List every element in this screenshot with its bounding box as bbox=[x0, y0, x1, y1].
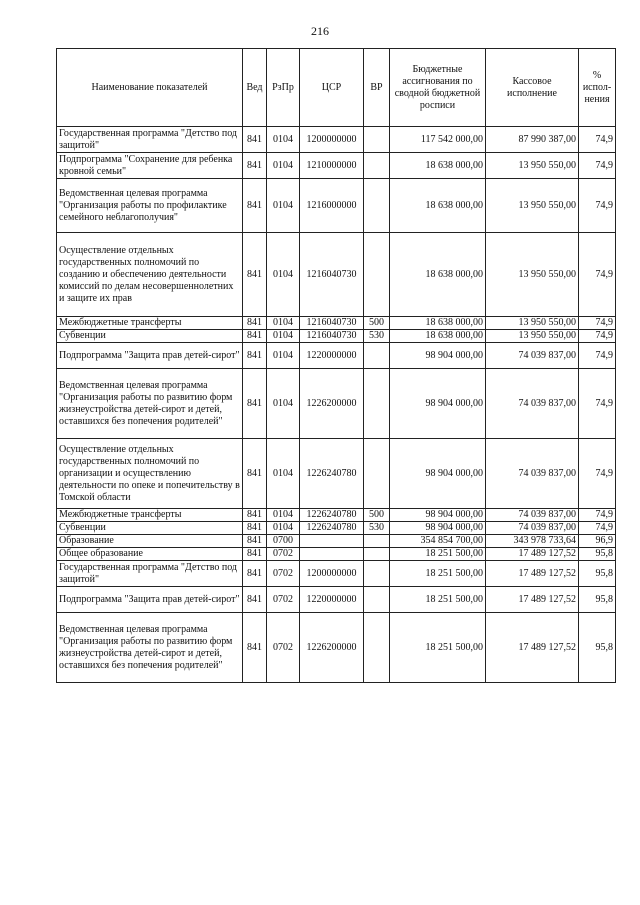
cell-cash-execution: 17 489 127,52 bbox=[486, 587, 579, 613]
header-ved: Вед bbox=[243, 49, 267, 127]
header-percent: % испол-нения bbox=[579, 49, 616, 127]
cell-allocations: 18 638 000,00 bbox=[390, 153, 486, 179]
cell-ved: 841 bbox=[243, 330, 267, 343]
page-number: 216 bbox=[311, 24, 329, 38]
cell-cash-execution: 74 039 837,00 bbox=[486, 369, 579, 439]
cell-vr bbox=[364, 613, 390, 683]
header-cash-execution: Кассовое исполнение bbox=[486, 49, 579, 127]
cell-cash-execution: 17 489 127,52 bbox=[486, 613, 579, 683]
cell-cash-execution: 13 950 550,00 bbox=[486, 153, 579, 179]
cell-cash-execution: 87 990 387,00 bbox=[486, 127, 579, 153]
cell-percent: 74,9 bbox=[579, 509, 616, 522]
cell-vr: 500 bbox=[364, 509, 390, 522]
cell-percent: 74,9 bbox=[579, 343, 616, 369]
cell-percent: 74,9 bbox=[579, 179, 616, 233]
cell-ved: 841 bbox=[243, 613, 267, 683]
cell-vr bbox=[364, 233, 390, 317]
cell-name: Ведомственная целевая программа "Организация работы по развитию форм жизнеустройства детей-сирот и детей, оставшихся без попечения родителей" bbox=[57, 613, 243, 683]
cell-allocations: 18 251 500,00 bbox=[390, 587, 486, 613]
cell-percent: 74,9 bbox=[579, 439, 616, 509]
cell-cash-execution: 13 950 550,00 bbox=[486, 330, 579, 343]
table-row bbox=[57, 561, 616, 587]
cell-cash-execution: 13 950 550,00 bbox=[486, 233, 579, 317]
cell-cash-execution: 343 978 733,64 bbox=[486, 535, 579, 548]
cell-csr: 1200000000 bbox=[300, 561, 364, 587]
cell-name: Государственная программа "Детство под защитой" bbox=[57, 127, 243, 153]
cell-csr: 1216040730 bbox=[300, 233, 364, 317]
cell-name: Ведомственная целевая программа "Организация работы по профилактике семейного неблагополучия" bbox=[57, 179, 243, 233]
cell-allocations: 18 251 500,00 bbox=[390, 548, 486, 561]
header-vr: ВР bbox=[364, 49, 390, 127]
table-row bbox=[57, 439, 616, 509]
cell-percent: 95,8 bbox=[579, 587, 616, 613]
cell-csr: 1226240780 bbox=[300, 509, 364, 522]
cell-percent: 74,9 bbox=[579, 330, 616, 343]
cell-csr bbox=[300, 548, 364, 561]
cell-csr: 1200000000 bbox=[300, 127, 364, 153]
cell-percent: 95,8 bbox=[579, 613, 616, 683]
header-csr: ЦСР bbox=[300, 49, 364, 127]
table-row bbox=[57, 127, 616, 153]
cell-percent: 74,9 bbox=[579, 233, 616, 317]
cell-allocations: 117 542 000,00 bbox=[390, 127, 486, 153]
table-row bbox=[57, 587, 616, 613]
cell-ved: 841 bbox=[243, 179, 267, 233]
cell-cash-execution: 74 039 837,00 bbox=[486, 343, 579, 369]
cell-allocations: 18 251 500,00 bbox=[390, 613, 486, 683]
cell-csr: 1226240780 bbox=[300, 439, 364, 509]
cell-cash-execution: 13 950 550,00 bbox=[486, 179, 579, 233]
cell-allocations: 18 251 500,00 bbox=[390, 561, 486, 587]
table-row bbox=[57, 317, 616, 330]
cell-name: Межбюджетные трансферты bbox=[57, 317, 243, 330]
cell-vr: 530 bbox=[364, 522, 390, 535]
cell-allocations: 354 854 700,00 bbox=[390, 535, 486, 548]
cell-percent: 74,9 bbox=[579, 153, 616, 179]
cell-vr bbox=[364, 548, 390, 561]
cell-ved: 841 bbox=[243, 548, 267, 561]
cell-rzpr: 0104 bbox=[267, 317, 300, 330]
header-rzpr: РзПр bbox=[267, 49, 300, 127]
cell-ved: 841 bbox=[243, 317, 267, 330]
cell-csr: 1226200000 bbox=[300, 369, 364, 439]
cell-name: Субвенции bbox=[57, 522, 243, 535]
cell-percent: 95,8 bbox=[579, 548, 616, 561]
cell-name: Государственная программа "Детство под защитой" bbox=[57, 561, 243, 587]
cell-csr: 1220000000 bbox=[300, 587, 364, 613]
cell-csr: 1226240780 bbox=[300, 522, 364, 535]
cell-allocations: 18 638 000,00 bbox=[390, 233, 486, 317]
cell-csr: 1220000000 bbox=[300, 343, 364, 369]
cell-rzpr: 0702 bbox=[267, 548, 300, 561]
cell-cash-execution: 74 039 837,00 bbox=[486, 439, 579, 509]
cell-rzpr: 0104 bbox=[267, 343, 300, 369]
cell-ved: 841 bbox=[243, 561, 267, 587]
cell-allocations: 98 904 000,00 bbox=[390, 439, 486, 509]
cell-percent: 74,9 bbox=[579, 369, 616, 439]
table-row bbox=[57, 233, 616, 317]
cell-ved: 841 bbox=[243, 127, 267, 153]
cell-percent: 74,9 bbox=[579, 317, 616, 330]
cell-name: Подпрограмма "Защита прав детей-сирот" bbox=[57, 343, 243, 369]
table-row bbox=[57, 369, 616, 439]
table-row bbox=[57, 548, 616, 561]
cell-rzpr: 0104 bbox=[267, 509, 300, 522]
cell-vr: 530 bbox=[364, 330, 390, 343]
cell-rzpr: 0104 bbox=[267, 369, 300, 439]
cell-rzpr: 0702 bbox=[267, 561, 300, 587]
cell-name: Общее образование bbox=[57, 548, 243, 561]
cell-ved: 841 bbox=[243, 535, 267, 548]
cell-vr bbox=[364, 587, 390, 613]
cell-percent: 96,9 bbox=[579, 535, 616, 548]
table-row bbox=[57, 522, 616, 535]
cell-rzpr: 0104 bbox=[267, 522, 300, 535]
cell-name: Осуществление отдельных государственных полномочий по организации и осуществлению деятельности по опеке и попечительству в Томской области bbox=[57, 439, 243, 509]
cell-csr: 1216040730 bbox=[300, 330, 364, 343]
cell-cash-execution: 17 489 127,52 bbox=[486, 561, 579, 587]
cell-cash-execution: 17 489 127,52 bbox=[486, 548, 579, 561]
cell-rzpr: 0104 bbox=[267, 330, 300, 343]
cell-csr bbox=[300, 535, 364, 548]
budget-table bbox=[56, 48, 616, 683]
cell-ved: 841 bbox=[243, 587, 267, 613]
cell-vr bbox=[364, 153, 390, 179]
cell-name: Субвенции bbox=[57, 330, 243, 343]
cell-csr: 1216000000 bbox=[300, 179, 364, 233]
cell-rzpr: 0104 bbox=[267, 233, 300, 317]
cell-name: Межбюджетные трансферты bbox=[57, 509, 243, 522]
cell-rzpr: 0700 bbox=[267, 535, 300, 548]
cell-ved: 841 bbox=[243, 509, 267, 522]
cell-vr bbox=[364, 179, 390, 233]
cell-ved: 841 bbox=[243, 233, 267, 317]
cell-allocations: 98 904 000,00 bbox=[390, 509, 486, 522]
cell-allocations: 98 904 000,00 bbox=[390, 522, 486, 535]
table-row bbox=[57, 153, 616, 179]
table-row bbox=[57, 179, 616, 233]
cell-allocations: 18 638 000,00 bbox=[390, 179, 486, 233]
table-row bbox=[57, 330, 616, 343]
cell-allocations: 98 904 000,00 bbox=[390, 343, 486, 369]
table-row bbox=[57, 343, 616, 369]
cell-csr: 1210000000 bbox=[300, 153, 364, 179]
cell-percent: 95,8 bbox=[579, 561, 616, 587]
cell-ved: 841 bbox=[243, 439, 267, 509]
cell-rzpr: 0104 bbox=[267, 127, 300, 153]
cell-name: Осуществление отдельных государственных полномочий по созданию и обеспечению деятельности комиссий по делам несовершеннолетних и защите их прав bbox=[57, 233, 243, 317]
cell-vr bbox=[364, 439, 390, 509]
cell-name: Ведомственная целевая программа "Организация работы по развитию форм жизнеустройства детей-сирот и детей, оставшихся без попечения родителей" bbox=[57, 369, 243, 439]
cell-rzpr: 0702 bbox=[267, 613, 300, 683]
cell-rzpr: 0702 bbox=[267, 587, 300, 613]
cell-vr bbox=[364, 343, 390, 369]
cell-name: Образование bbox=[57, 535, 243, 548]
cell-allocations: 98 904 000,00 bbox=[390, 369, 486, 439]
cell-allocations: 18 638 000,00 bbox=[390, 317, 486, 330]
cell-ved: 841 bbox=[243, 522, 267, 535]
header-name: Наименование показателей bbox=[57, 49, 243, 127]
cell-csr: 1216040730 bbox=[300, 317, 364, 330]
cell-allocations: 18 638 000,00 bbox=[390, 330, 486, 343]
table-row bbox=[57, 509, 616, 522]
header-row bbox=[57, 49, 616, 127]
cell-vr: 500 bbox=[364, 317, 390, 330]
header-allocations: Бюджетные ассигнования по сводной бюджетной росписи bbox=[390, 49, 486, 127]
cell-vr bbox=[364, 535, 390, 548]
cell-percent: 74,9 bbox=[579, 127, 616, 153]
cell-vr bbox=[364, 561, 390, 587]
cell-percent: 74,9 bbox=[579, 522, 616, 535]
cell-csr: 1226200000 bbox=[300, 613, 364, 683]
cell-rzpr: 0104 bbox=[267, 153, 300, 179]
table-row bbox=[57, 535, 616, 548]
cell-cash-execution: 13 950 550,00 bbox=[486, 317, 579, 330]
cell-vr bbox=[364, 369, 390, 439]
table-row bbox=[57, 613, 616, 683]
cell-vr bbox=[364, 127, 390, 153]
cell-rzpr: 0104 bbox=[267, 179, 300, 233]
cell-name: Подпрограмма "Сохранение для ребенка кровной семьи" bbox=[57, 153, 243, 179]
cell-ved: 841 bbox=[243, 153, 267, 179]
cell-rzpr: 0104 bbox=[267, 439, 300, 509]
cell-cash-execution: 74 039 837,00 bbox=[486, 509, 579, 522]
cell-ved: 841 bbox=[243, 369, 267, 439]
cell-ved: 841 bbox=[243, 343, 267, 369]
cell-cash-execution: 74 039 837,00 bbox=[486, 522, 579, 535]
cell-name: Подпрограмма "Защита прав детей-сирот" bbox=[57, 587, 243, 613]
